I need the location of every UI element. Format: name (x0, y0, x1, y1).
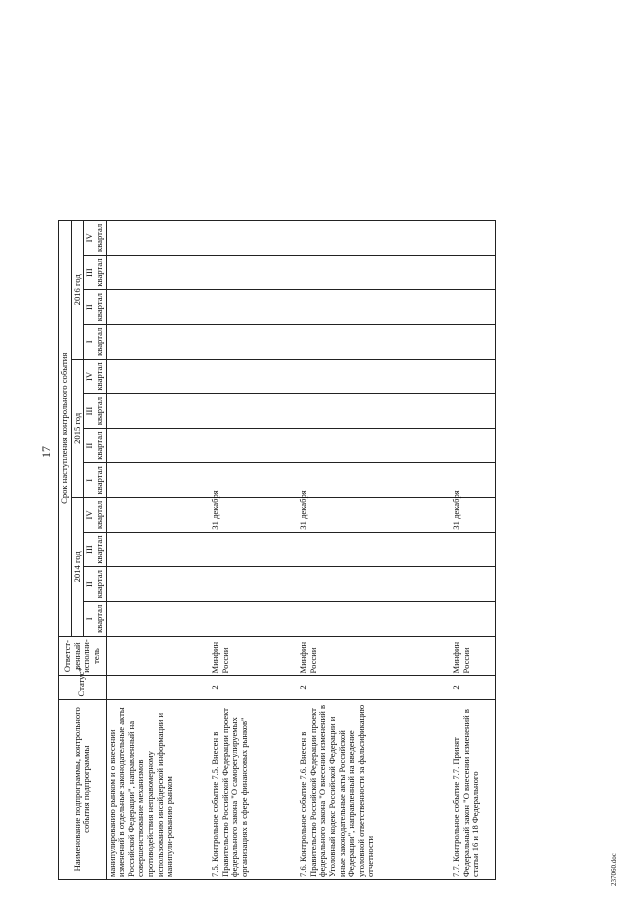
header-year-2014: 2014 год (71, 498, 84, 637)
header-quarter: IV квартал (84, 359, 106, 394)
header-responsible: Ответст-венный исполни-тель (59, 636, 107, 676)
header-quarter: II квартал (84, 567, 106, 602)
header-quarter: I квартал (84, 324, 106, 359)
header-name: Наименование подпрограммы, контрольного события подпрограммы (59, 699, 107, 879)
header-quarter: III квартал (84, 255, 106, 290)
header-quarter: I квартал (84, 601, 106, 636)
header-year-2016: 2016 год (71, 221, 84, 360)
table-row (451, 221, 495, 880)
header-quarter: II квартал (84, 428, 106, 463)
row-name: манипулированию рынком и о внесении изменений в отдельные законодательные акты Российской Федерации", направленный на совершенствование механизмов противодействия неправомерному использованию инсайдерской информации и манипули-рованию рынком (106, 699, 210, 879)
header-quarter: IV квартал (84, 498, 106, 533)
schedule-table (58, 220, 496, 880)
doc-reference: 237060.doc (610, 853, 618, 886)
row-responsible: Минфин России (298, 636, 451, 676)
table-row (106, 221, 210, 880)
header-deadline: Срок наступления контрольного события (59, 221, 72, 637)
header-quarter: II квартал (84, 290, 106, 325)
header-quarter: IV квартал (84, 221, 106, 256)
header-quarter: III квартал (84, 394, 106, 429)
row-responsible: Минфин России (210, 636, 298, 676)
table-row (298, 221, 451, 880)
row-date: 31 декабря (298, 498, 451, 533)
row-date: 31 декабря (451, 498, 495, 533)
page-number: 17 (39, 446, 53, 458)
header-quarter: I квартал (84, 463, 106, 498)
row-date: 31 декабря (210, 498, 298, 533)
row-responsible (106, 636, 210, 676)
row-status (106, 676, 210, 699)
row-responsible: Минфин России (451, 636, 495, 676)
row-name: 7.5. Контрольное событие 7.5. Внесен в Правительство Российской Федерации проект федерального закона "О саморегулируемых организациях в сфере финансовых рынков" (210, 699, 298, 879)
row-name: 7.6. Контрольное событие 7.6. Внесен в Правительство Российской Федерации проект федерального закона "О внесении изменений в Уголовный кодекс Российской Федерации и иные законодательные акты Российской Федерации", направленный на введение уголовной ответственности за фальсификацию отчетности (298, 699, 451, 879)
row-status: 2 (298, 676, 451, 699)
table-row (210, 221, 298, 880)
row-name: 7.7. Контрольное событие 7.7. Принят Федеральный закон "О внесении изменений в статьи 16 и 18 Федерального (451, 699, 495, 879)
header-status: Статус* (59, 676, 107, 699)
rotated-content (36, 8, 626, 888)
header-quarter: III квартал (84, 532, 106, 567)
header-year-2015: 2015 год (71, 359, 84, 498)
row-status: 2 (451, 676, 495, 699)
row-status: 2 (210, 676, 298, 699)
